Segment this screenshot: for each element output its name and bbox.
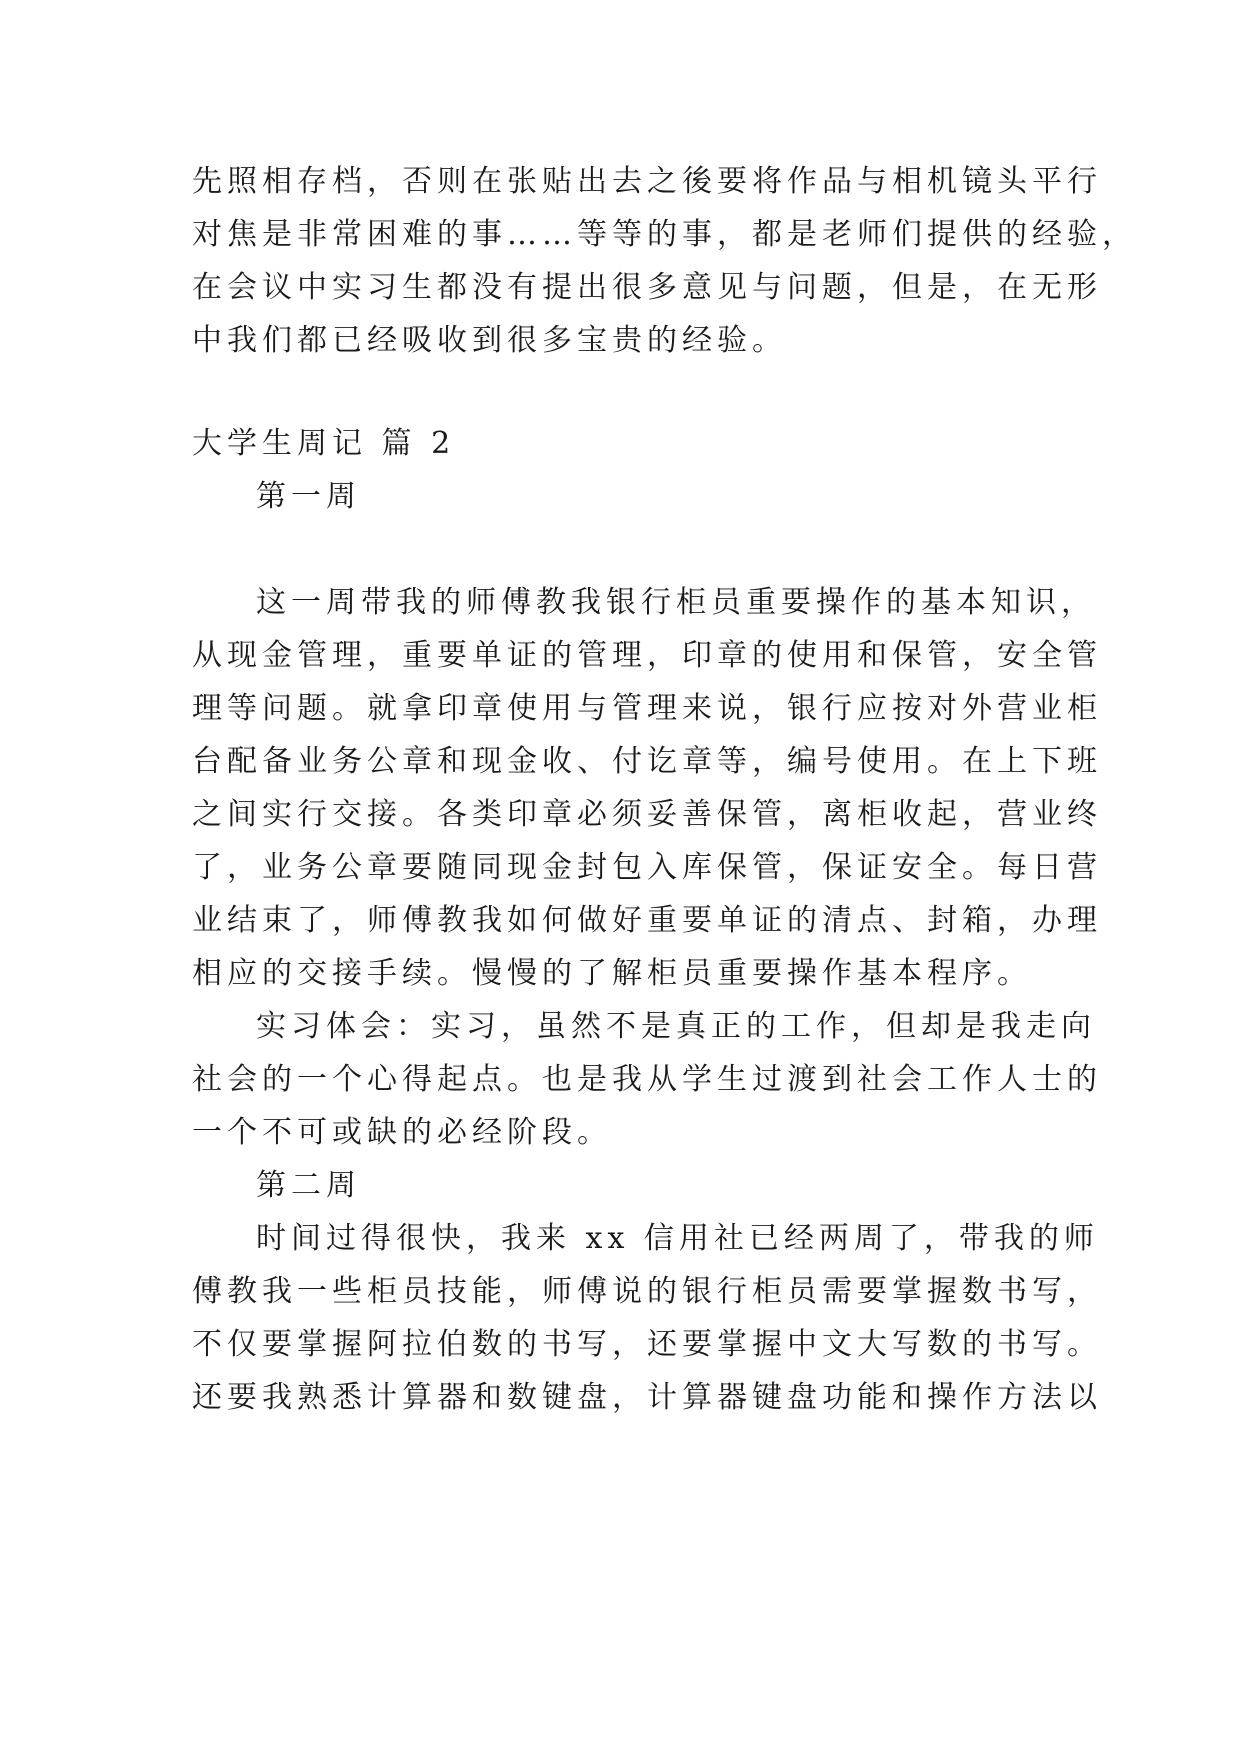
- text-line: 之间实行交接。各类印章必须妥善保管，离柜收起，营业终: [192, 797, 1102, 832]
- text-line: 中我们都已经吸收到很多宝贵的经验。: [192, 323, 787, 358]
- text-line: 傅教我一些柜员技能，师傅说的银行柜员需要掌握数书写，: [192, 1274, 1102, 1309]
- text-line: 先照相存档，否则在张贴出去之後要将作品与相机镜头平行: [192, 164, 1102, 199]
- text-line: 了，业务公章要随同现金封包入库保管，保证安全。每日营: [192, 850, 1102, 885]
- text-line: 还要我熟悉计算器和数键盘，计算器键盘功能和操作方法以: [192, 1380, 1102, 1415]
- text-line: 一个不可或缺的必经阶段。: [192, 1115, 612, 1150]
- text-line: 在会议中实习生都没有提出很多意见与问题，但是，在无形: [192, 270, 1102, 305]
- text-line: 业结束了，师傅教我如何做好重要单证的清点、封箱，办理: [192, 903, 1102, 938]
- article-heading: 大学生周记 篇 2: [192, 426, 456, 461]
- text-line: 实习体会：实习，虽然不是真正的工作，但却是我走向: [256, 1009, 1096, 1044]
- text-line: 理等问题。就拿印章使用与管理来说，银行应按对外营业柜: [192, 691, 1102, 726]
- section-title-week2: 第二周: [256, 1168, 361, 1203]
- text-line: 时间过得很快，我来 xx 信用社已经两周了，带我的师: [256, 1221, 1099, 1256]
- text-line: 台配备业务公章和现金收、付讫章等，编号使用。在上下班: [192, 744, 1102, 779]
- text-line: 对焦是非常困难的事……等等的事，都是老师们提供的经验，: [192, 217, 1137, 252]
- text-line: 这一周带我的师傅教我银行柜员重要操作的基本知识，: [256, 585, 1096, 620]
- text-line: 不仅要掌握阿拉伯数的书写，还要掌握中文大写数的书写。: [192, 1327, 1102, 1362]
- section-title-week1: 第一周: [256, 479, 361, 514]
- text-line: 从现金管理，重要单证的管理，印章的使用和保管，安全管: [192, 638, 1102, 673]
- text-line: 相应的交接手续。慢慢的了解柜员重要操作基本程序。: [192, 956, 1032, 991]
- text-line: 社会的一个心得起点。也是我从学生过渡到社会工作人士的: [192, 1062, 1102, 1097]
